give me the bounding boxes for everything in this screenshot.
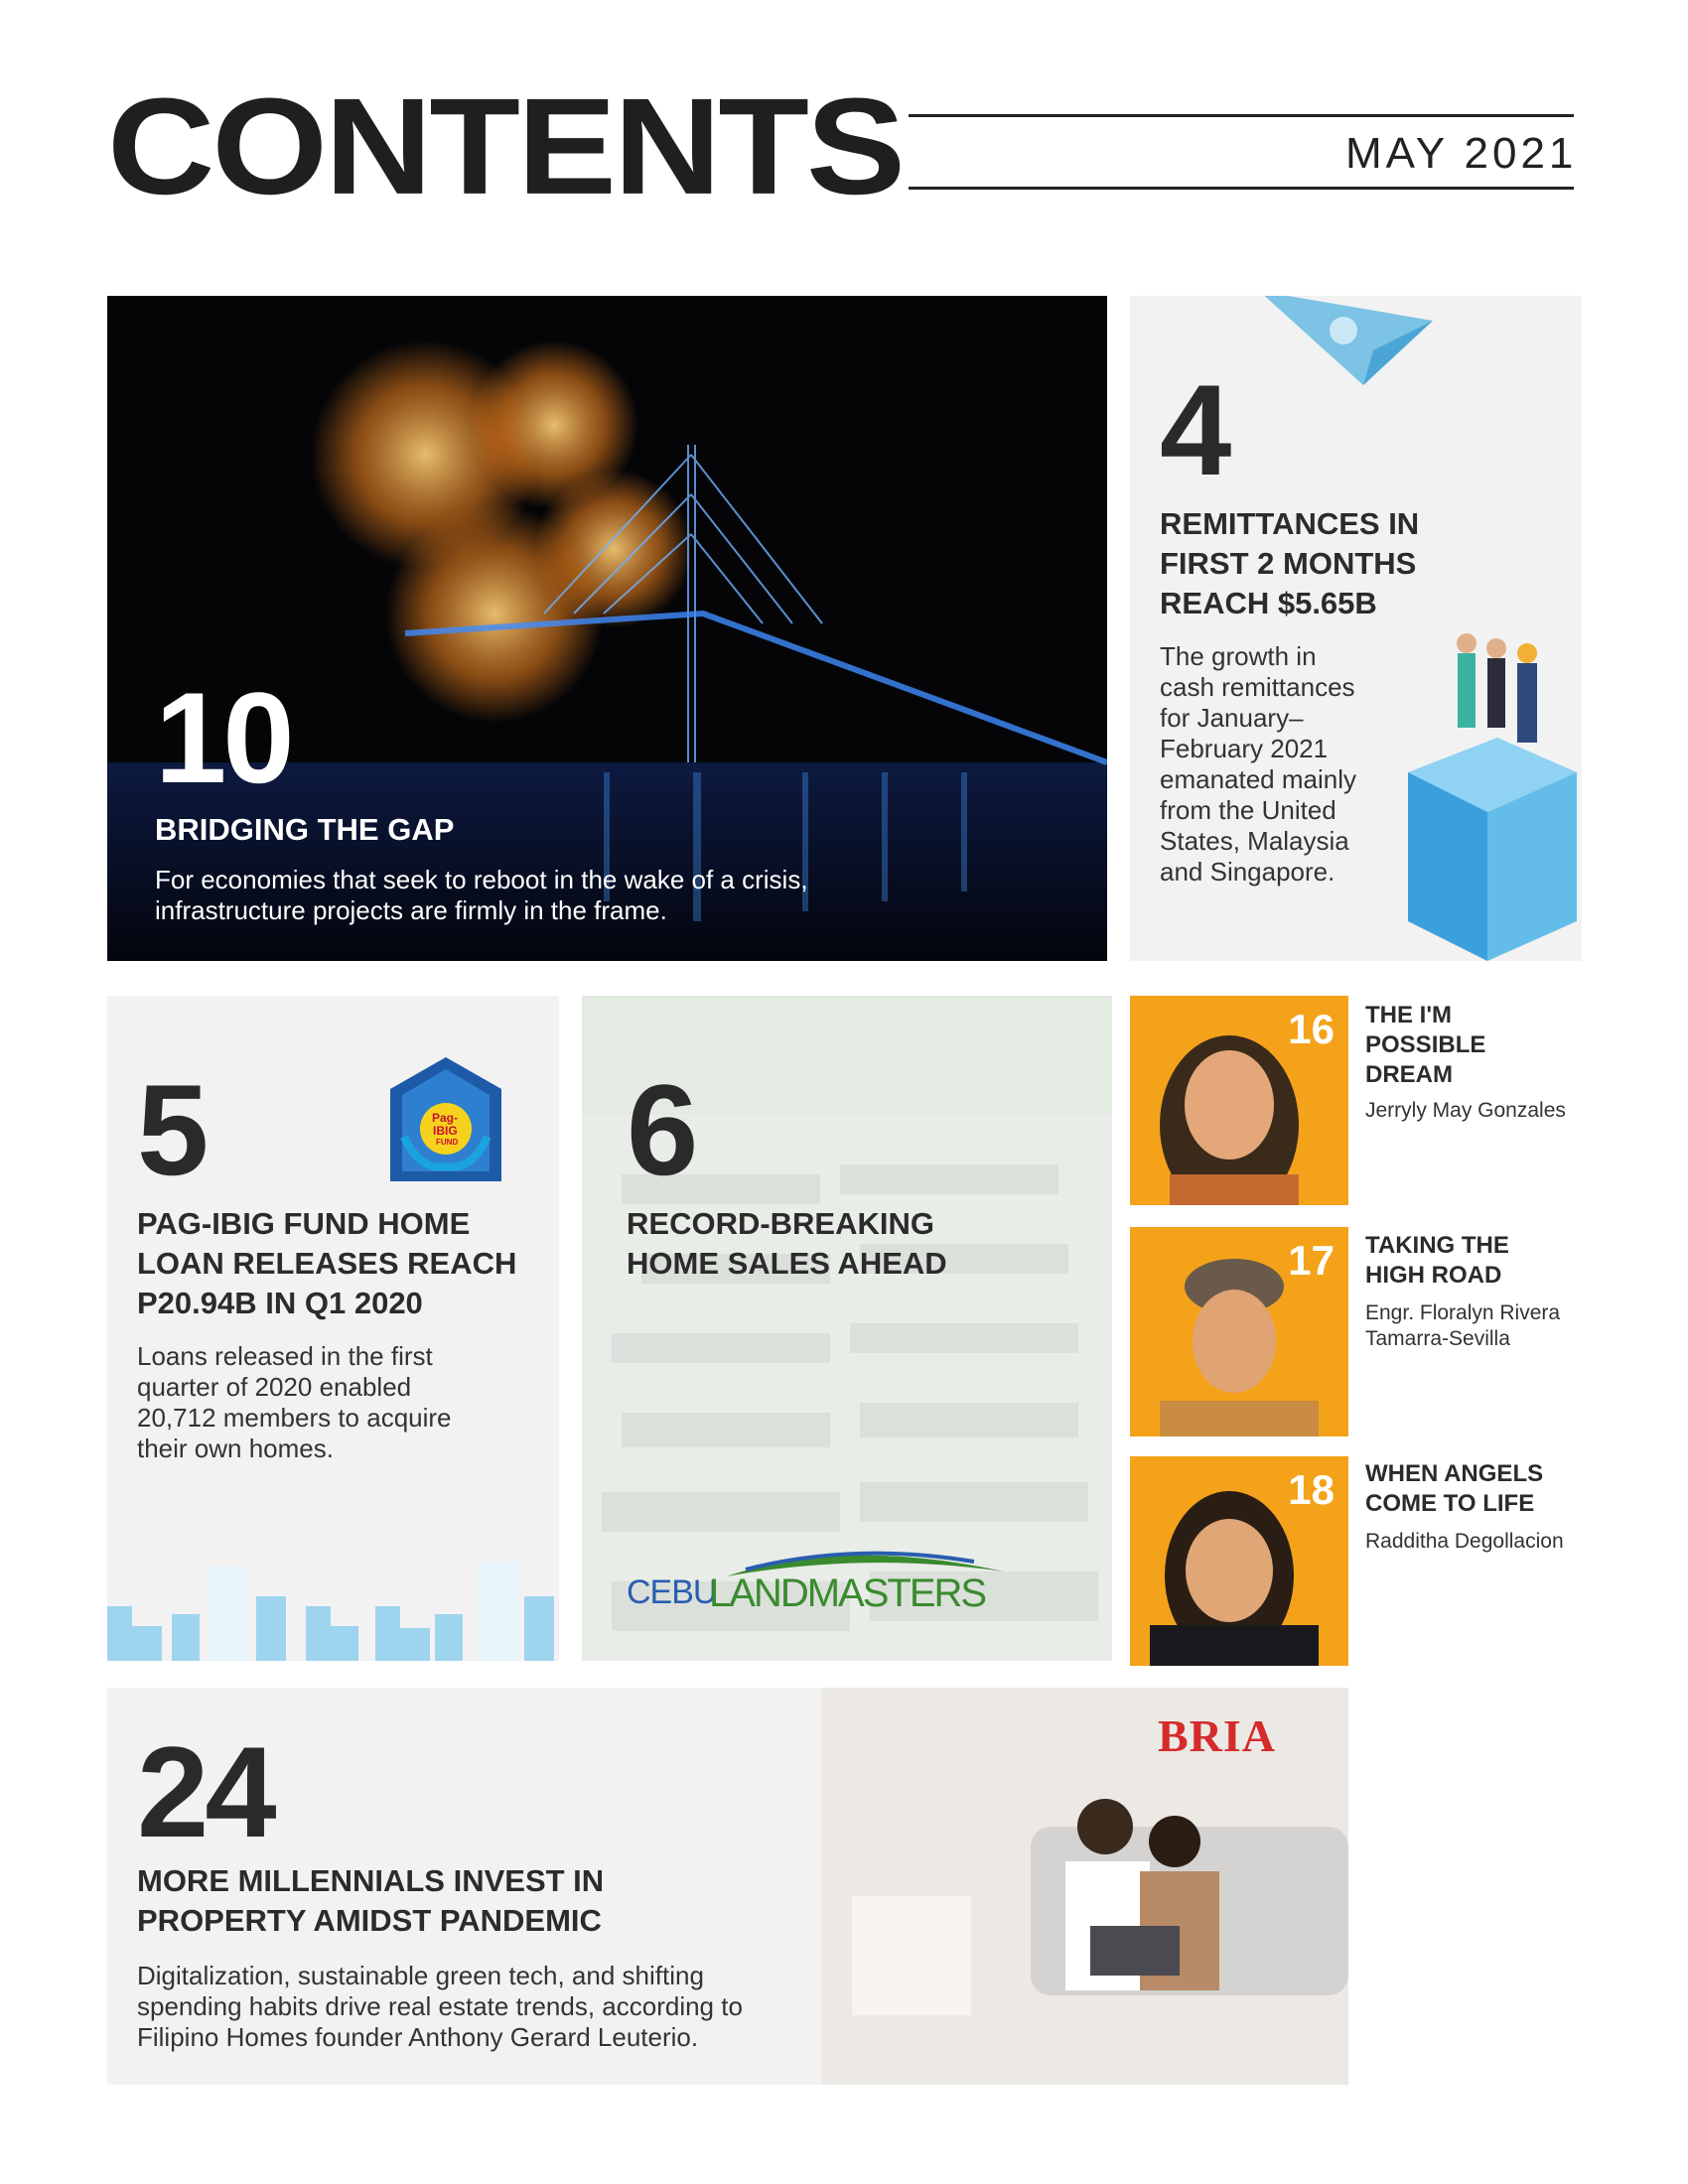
profile-photo-18[interactable] bbox=[1130, 1456, 1348, 1666]
article-title-line: RECORD-BREAKING bbox=[627, 1206, 934, 1241]
article-title-line: REACH $5.65B bbox=[1160, 586, 1377, 620]
profile-title-line: WHEN ANGELS bbox=[1365, 1460, 1544, 1487]
article-title-line: HOME SALES AHEAD bbox=[627, 1246, 947, 1281]
workers-on-money-stack-illustration bbox=[1403, 623, 1582, 961]
profile-title-line: TAKING THE bbox=[1365, 1232, 1509, 1259]
logo-text: Pag- bbox=[432, 1111, 459, 1125]
issue-date: MAY 2021 bbox=[1345, 129, 1578, 178]
article-summary-line: For economies that seek to reboot in the wake of a crisis, bbox=[155, 865, 808, 894]
article-title-line: LOAN RELEASES REACH bbox=[137, 1246, 517, 1281]
article-title: BRIDGING THE GAP bbox=[155, 812, 455, 847]
article-remittances[interactable] bbox=[1130, 296, 1582, 961]
article-title-line: FIRST 2 MONTHS bbox=[1160, 546, 1417, 581]
page-number: 5 bbox=[137, 1057, 206, 1202]
article-bridging-the-gap[interactable] bbox=[107, 296, 1107, 961]
page-number: 18 bbox=[1288, 1466, 1335, 1513]
article-summary-line: emanated mainly bbox=[1160, 764, 1356, 794]
article-summary-line: from the United bbox=[1160, 795, 1336, 825]
page-number: 24 bbox=[137, 1719, 273, 1864]
profile-name: Jerryly May Gonzales bbox=[1365, 1099, 1566, 1122]
article-millennials[interactable] bbox=[107, 1688, 1348, 2085]
article-summary-line: States, Malaysia bbox=[1160, 826, 1349, 856]
logo-text: IBIG bbox=[433, 1124, 458, 1138]
header-rule-top bbox=[909, 114, 1574, 117]
article-home-sales[interactable] bbox=[582, 996, 1112, 1661]
page-number: 4 bbox=[1160, 357, 1228, 502]
page-title: CONTENTS bbox=[107, 68, 903, 223]
logo-text-landmasters: LANDMASTERS bbox=[709, 1571, 986, 1615]
page-number: 10 bbox=[155, 665, 291, 810]
profile-title-line: THE I'M bbox=[1365, 1002, 1453, 1028]
article-summary-line: infrastructure projects are firmly in the frame. bbox=[155, 895, 667, 925]
article-title-line: PROPERTY AMIDST PANDEMIC bbox=[137, 1903, 602, 1938]
article-pagibig[interactable] bbox=[107, 996, 559, 1661]
fireworks-bridge-image bbox=[107, 296, 1107, 961]
paper-plane-money-icon bbox=[1254, 296, 1443, 400]
profile-name: Engr. Floralyn Rivera bbox=[1365, 1301, 1561, 1324]
page-number: 6 bbox=[627, 1057, 695, 1202]
logo-text-cebu: CEBU bbox=[627, 1573, 717, 1611]
profile-name: Radditha Degollacion bbox=[1365, 1530, 1564, 1553]
profile-photo-17[interactable] bbox=[1130, 1227, 1348, 1436]
profile-photo-16[interactable] bbox=[1130, 996, 1348, 1205]
header-rule-bottom bbox=[909, 187, 1574, 190]
page-number: 17 bbox=[1288, 1237, 1335, 1284]
article-summary-line: and Singapore. bbox=[1160, 857, 1336, 887]
article-summary-line: Digitalization, sustainable green tech, and shifting bbox=[137, 1961, 704, 1990]
logo-text: FUND bbox=[436, 1138, 459, 1147]
article-title-line: MORE MILLENNIALS INVEST IN bbox=[137, 1863, 605, 1898]
article-summary-line: February 2021 bbox=[1160, 734, 1329, 763]
article-summary-line: The growth in bbox=[1160, 641, 1317, 671]
profile-title-line: COME TO LIFE bbox=[1365, 1490, 1535, 1517]
pagibig-logo bbox=[390, 1057, 501, 1181]
article-title-line: P20.94B IN Q1 2020 bbox=[137, 1286, 423, 1320]
article-summary-line: 20,712 members to acquire bbox=[137, 1403, 452, 1433]
article-summary-line: for January– bbox=[1160, 703, 1304, 733]
cebu-landmasters-logo bbox=[627, 1542, 1014, 1621]
article-title-line: PAG-IBIG FUND HOME bbox=[137, 1206, 471, 1241]
article-summary-line: Filipino Homes founder Anthony Gerard Leuterio. bbox=[137, 2022, 699, 2052]
page-number: 16 bbox=[1288, 1006, 1335, 1052]
article-summary-line: cash remittances bbox=[1160, 672, 1355, 702]
article-summary-line: their own homes. bbox=[137, 1433, 334, 1463]
article-summary-line: quarter of 2020 enabled bbox=[137, 1372, 412, 1402]
city-skyline-illustration bbox=[107, 1557, 559, 1661]
article-summary-line: spending habits drive real estate trends, according to bbox=[137, 1991, 743, 2021]
article-summary-line: Loans released in the first bbox=[137, 1341, 433, 1371]
profile-title-line: POSSIBLE bbox=[1365, 1031, 1486, 1058]
profile-title-line: DREAM bbox=[1365, 1061, 1453, 1088]
profile-name: Tamarra-Sevilla bbox=[1365, 1327, 1510, 1350]
profile-title-line: HIGH ROAD bbox=[1365, 1262, 1502, 1289]
bria-logo: BRIA bbox=[1158, 1710, 1277, 1761]
article-title-line: REMITTANCES IN bbox=[1160, 506, 1420, 541]
